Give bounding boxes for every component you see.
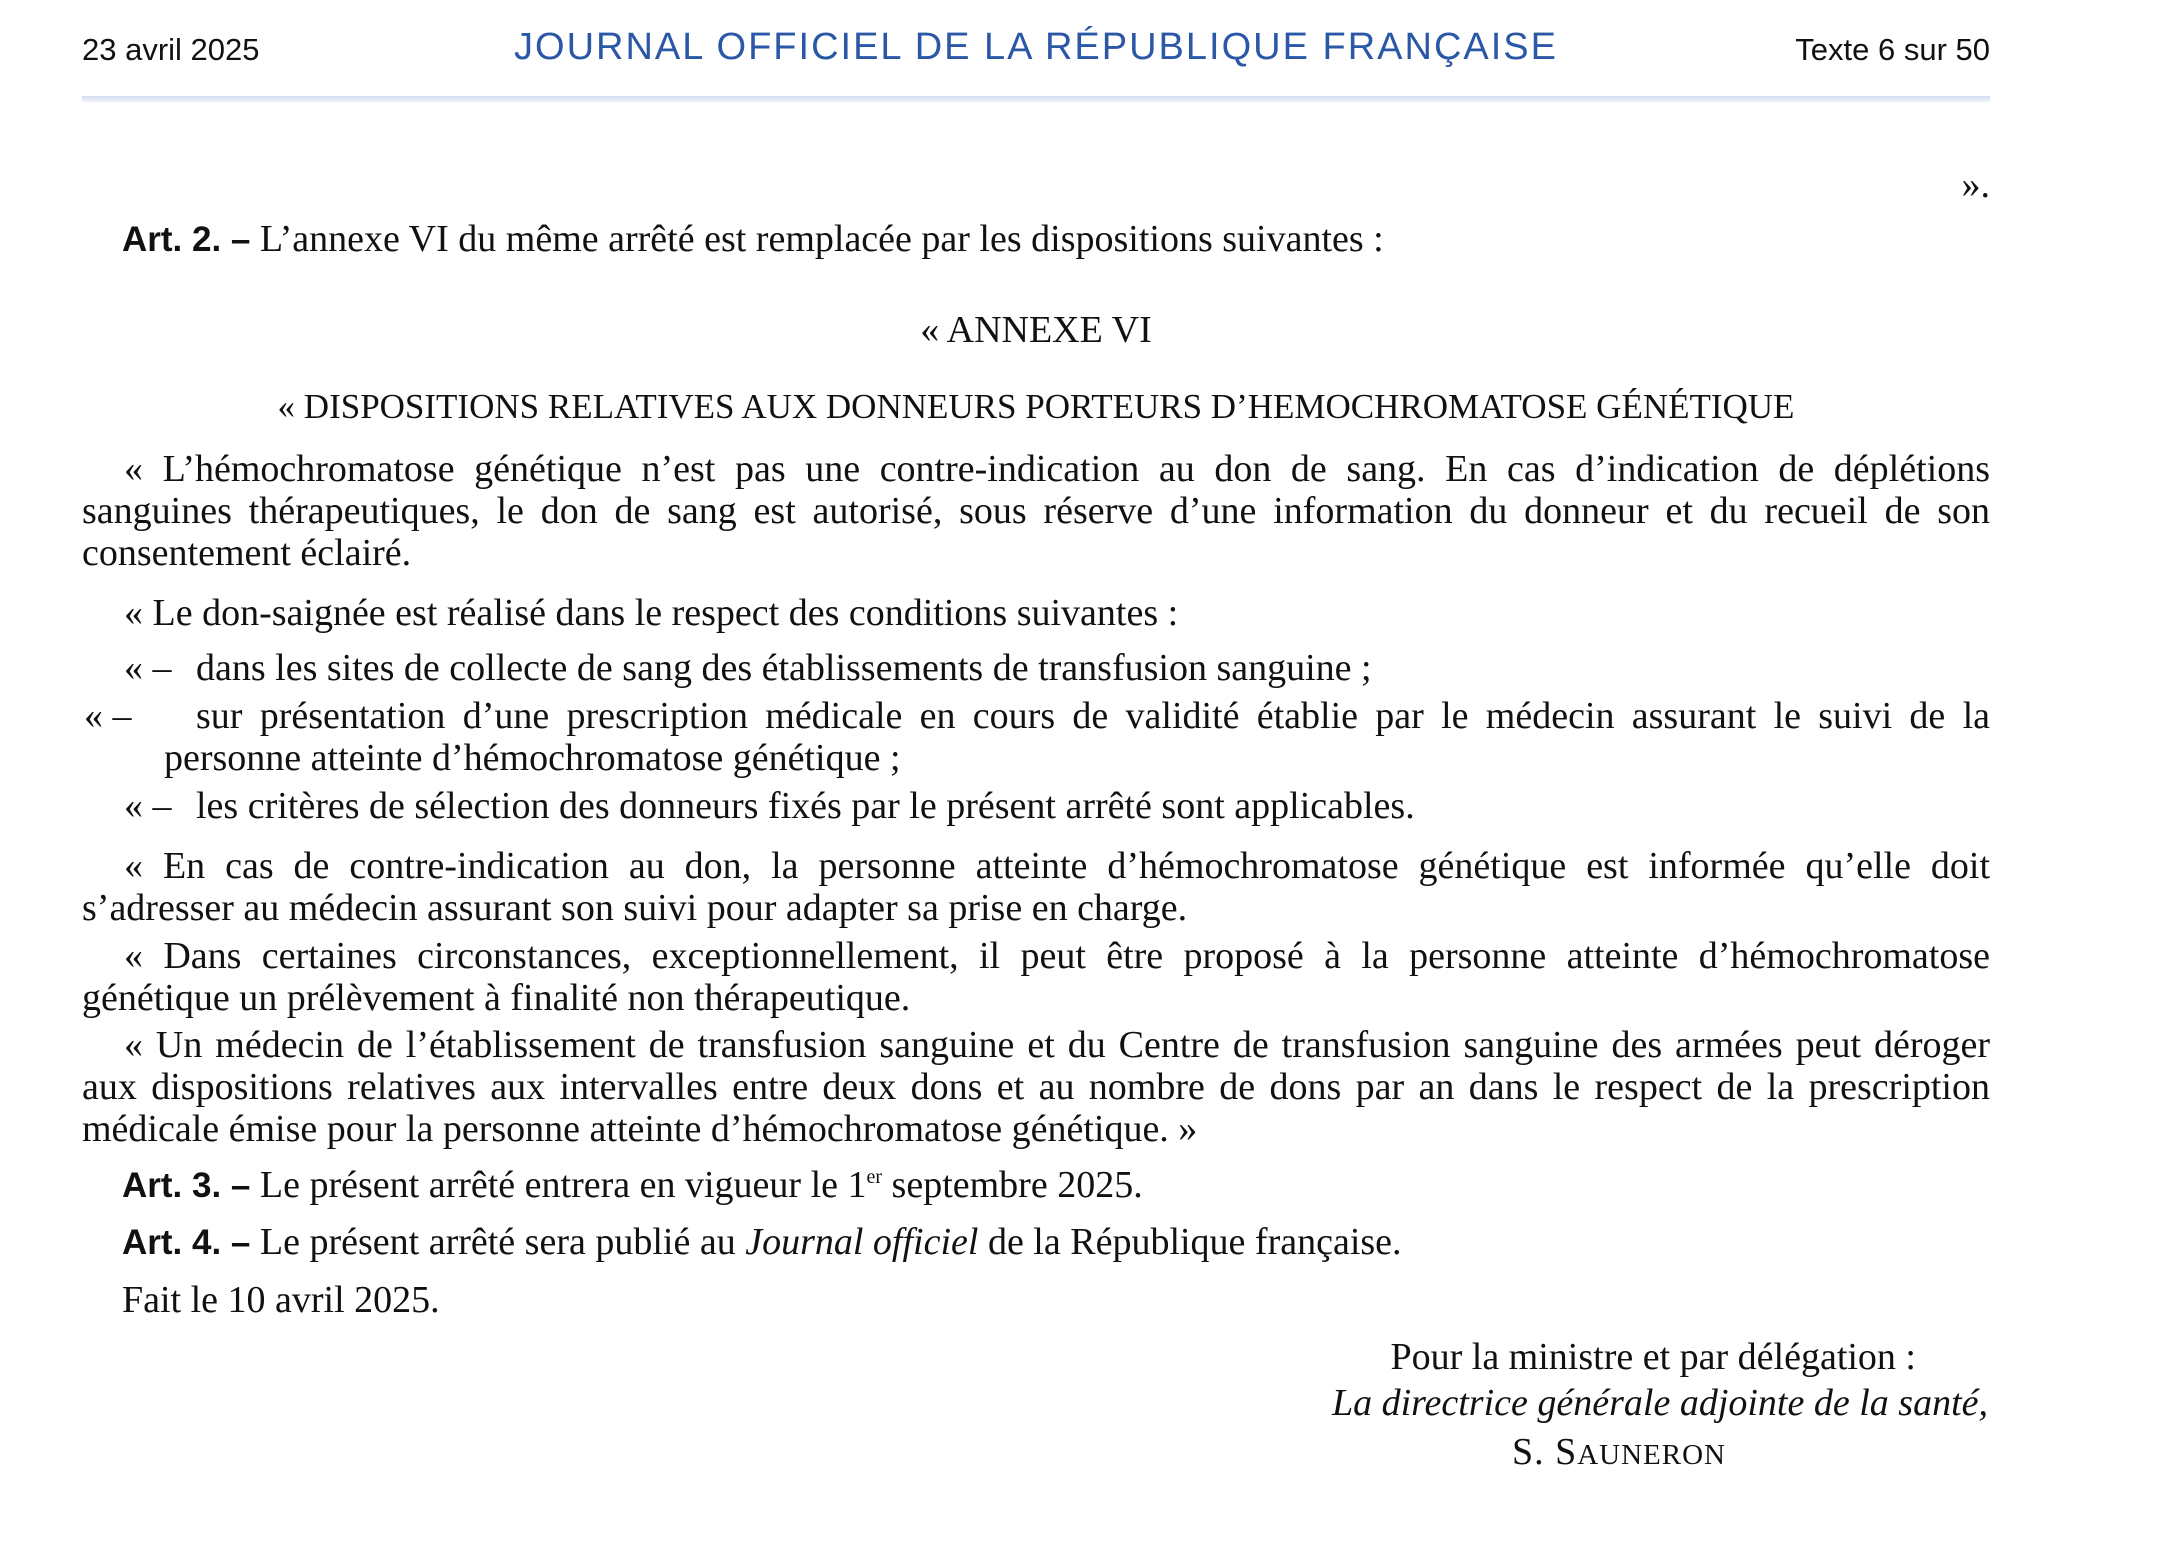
article-3-text-end: septembre 2025. <box>882 1164 1143 1206</box>
signature-initial: S. S <box>1511 1431 1578 1473</box>
article-4-text: Le présent arrêté sera publié au <box>259 1221 746 1263</box>
article-3 <box>122 1164 1143 1207</box>
bullet-mark: « – <box>84 695 132 737</box>
annex-title: « ANNEXE VI <box>920 309 1152 351</box>
article-3-label: Art. 3. – <box>122 1166 251 1205</box>
signature-delegation: Pour la ministre et par délégation : <box>1390 1336 1916 1378</box>
signature-name <box>1512 1431 1726 1476</box>
bullet-text: les critères de sélection des donneurs fixés par le présent arrêté sont applicables. <box>196 785 1415 827</box>
annex-subtitle: « DISPOSITIONS RELATIVES AUX DONNEURS PORTEURS D’HEMOCHROMATOSE GÉNÉTIQUE <box>277 387 1795 426</box>
signature-role: La directrice générale adjointe de la santé, <box>1331 1382 1988 1424</box>
bullet-mark: « – <box>124 647 172 689</box>
annex-bullet-1 <box>124 647 1372 689</box>
closing-quote: ». <box>1961 164 1990 206</box>
header-page-ref: Texte 6 sur 50 <box>1795 32 1990 67</box>
annex-bullet-3 <box>124 785 1415 827</box>
annex-paragraph-3: « En cas de contre-indication au don, la personne atteinte d’hémochromatose génétique est informée qu’elle doit s’adresser au médecin assurant son suivi pour adapter sa prise en charge. <box>82 845 1990 929</box>
journal-name: Journal officiel <box>745 1221 979 1263</box>
signature-surname: AUNERON <box>1577 1439 1726 1471</box>
journal-title: JOURNAL OFFICIEL DE LA RÉPUBLIQUE FRANÇAISE <box>514 26 1558 68</box>
header-date: 23 avril 2025 <box>82 32 260 67</box>
article-2-text: L’annexe VI du même arrêté est remplacée par les dispositions suivantes : <box>259 218 1384 260</box>
article-4 <box>122 1221 1402 1264</box>
ordinal-suffix: er <box>866 1166 883 1188</box>
bullet-mark: « – <box>124 785 172 827</box>
article-4-text-end: de la République française. <box>978 1221 1402 1263</box>
annex-paragraph-5: « Un médecin de l’établissement de transfusion sanguine et du Centre de transfusion sanguine des armées peut déroger aux dispositions relatives aux intervalles entre deux dons et au nombre de dons par an dans le respect de la prescription médicale émise pour la personne atteinte d’hémochromatose génétique. » <box>82 1024 1990 1150</box>
article-2 <box>122 218 1384 261</box>
bullet-text: sur présentation d’une prescription médicale en cours de validité établie par le médecin assurant le suivi de la personne atteinte d’hémochromatose génétique ; <box>164 695 1990 779</box>
page-header <box>82 26 1990 72</box>
annex-paragraph-4: « Dans certaines circonstances, exceptionnellement, il peut être proposé à la personne atteinte d’hémochromatose génétique un prélèvement à finalité non thérapeutique. <box>82 935 1990 1019</box>
header-rule <box>82 96 1990 102</box>
annex-bullet-2 <box>84 695 1990 779</box>
article-3-text: Le présent arrêté entrera en vigueur le 1 <box>259 1164 867 1206</box>
done-date: Fait le 10 avril 2025. <box>122 1279 440 1321</box>
bullet-hanging-block <box>84 695 1990 779</box>
annex-paragraph-2: « Le don-saignée est réalisé dans le respect des conditions suivantes : <box>124 592 1179 634</box>
article-4-label: Art. 4. – <box>122 1223 251 1262</box>
article-2-label: Art. 2. – <box>122 220 251 259</box>
bullet-text: dans les sites de collecte de sang des établissements de transfusion sanguine ; <box>196 647 1372 689</box>
annex-paragraph-1: « L’hémochromatose génétique n’est pas une contre-indication au don de sang. En cas d’indication de déplétions sanguines thérapeutiques, le don de sang est autorisé, sous réserve d’une information du donneur et du recueil de son consentement éclairé. <box>82 448 1990 574</box>
